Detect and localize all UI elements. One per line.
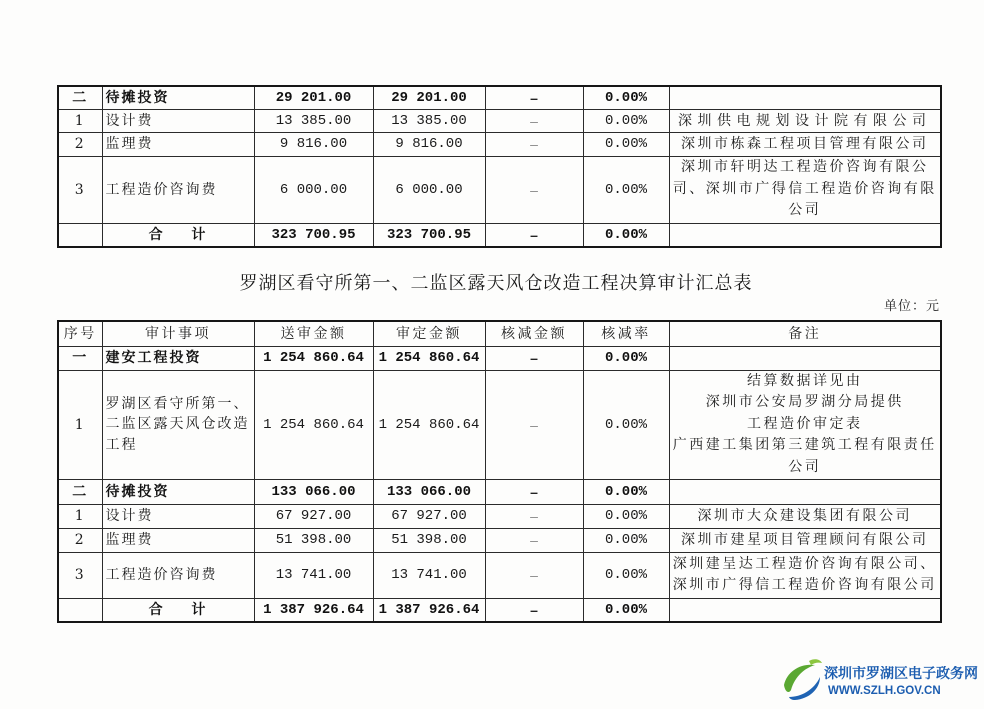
- seq-cell: 二: [58, 86, 102, 109]
- remark-line: 工程造价审定表: [747, 415, 863, 432]
- szlh-swoosh-logo-icon: [781, 657, 823, 701]
- total-label: 合 计: [102, 598, 254, 622]
- item-cell: 建安工程投资: [102, 346, 254, 370]
- total-label: 合 计: [102, 223, 254, 247]
- reduction-rate-cell: 0.00%: [583, 156, 669, 223]
- remark-cell: [669, 223, 941, 247]
- remark-cell: [669, 156, 941, 223]
- remark-line: 深圳市公安局罗湖分局提供: [705, 394, 904, 411]
- remark-cell: 深圳市建星项目管理顾问有限公司: [669, 528, 941, 552]
- submitted-amount-cell: 51 398.00: [254, 528, 373, 552]
- approved-amount-cell: 1 387 926.64: [373, 598, 485, 622]
- table-row: [58, 552, 941, 598]
- continued-audit-table: [57, 85, 942, 248]
- approved-amount-cell: 323 700.95: [373, 223, 485, 247]
- reduction-rate-cell: 0.00%: [583, 132, 669, 156]
- item-cell: 设计费: [102, 109, 254, 132]
- item-cell: 待摊投资: [102, 479, 254, 504]
- reduction-amount-cell: –: [485, 552, 583, 598]
- approved-amount-cell: 9 816.00: [373, 132, 485, 156]
- remark-line: 深圳市轩明达工程造价咨询有限公: [681, 159, 929, 176]
- submitted-amount-cell: 13 385.00: [254, 109, 373, 132]
- remark-line: 公司: [788, 202, 822, 219]
- reduction-amount-cell: –: [485, 132, 583, 156]
- remark-cell: 深圳市栋森工程项目管理有限公司: [669, 132, 941, 156]
- remark-cell: [669, 370, 941, 479]
- remark-cell: [669, 346, 941, 370]
- approved-amount-cell: 29 201.00: [373, 86, 485, 109]
- seq-cell: 二: [58, 479, 102, 504]
- remark-cell: 深圳供电规划设计院有限公司: [669, 109, 941, 132]
- seq-cell: 一: [58, 346, 102, 370]
- approved-amount-cell: 6 000.00: [373, 156, 485, 223]
- approved-amount-cell: 13 385.00: [373, 109, 485, 132]
- seq-cell: 1: [58, 109, 102, 132]
- approved-amount-cell: 67 927.00: [373, 504, 485, 528]
- reduction-rate-cell: 0.00%: [583, 370, 669, 479]
- item-cell: 工程造价咨询费: [102, 156, 254, 223]
- submitted-amount-cell: 323 700.95: [254, 223, 373, 247]
- submitted-amount-cell: 29 201.00: [254, 86, 373, 109]
- item-cell: 监理费: [102, 132, 254, 156]
- seq-cell: 2: [58, 528, 102, 552]
- total-row: [58, 223, 941, 247]
- table-row: [58, 479, 941, 504]
- remark-line: 深圳市广得信工程造价咨询有限公司: [672, 577, 937, 593]
- remark-line: 司、深圳市广得信工程造价咨询有限: [672, 180, 937, 197]
- approved-amount-cell: 133 066.00: [373, 479, 485, 504]
- remark-cell: [669, 86, 941, 109]
- reduction-amount-cell: –: [485, 223, 583, 247]
- submitted-amount-cell: 6 000.00: [254, 156, 373, 223]
- item-cell: 监理费: [102, 528, 254, 552]
- header-item: 审计事项: [102, 321, 254, 346]
- reduction-rate-cell: 0.00%: [583, 223, 669, 247]
- approved-amount-cell: 13 741.00: [373, 552, 485, 598]
- remark-cell: [669, 552, 941, 598]
- reduction-amount-cell: –: [485, 528, 583, 552]
- reduction-amount-cell: –: [485, 109, 583, 132]
- table-row: [58, 156, 941, 223]
- submitted-amount-cell: 1 254 860.64: [254, 370, 373, 479]
- header-submitted: 送审金额: [254, 321, 373, 346]
- table-row: [58, 504, 941, 528]
- remark-cell: [669, 598, 941, 622]
- remark-line: 公司: [788, 458, 822, 475]
- seq-cell: [58, 598, 102, 622]
- reduction-rate-cell: 0.00%: [583, 504, 669, 528]
- remark-line: 结算数据详见由: [747, 372, 863, 389]
- submitted-amount-cell: 67 927.00: [254, 504, 373, 528]
- reduction-rate-cell: 0.00%: [583, 86, 669, 109]
- approved-amount-cell: 1 254 860.64: [373, 370, 485, 479]
- item-cell: 设计费: [102, 504, 254, 528]
- table-row: [58, 528, 941, 552]
- seq-cell: 2: [58, 132, 102, 156]
- reduction-amount-cell: –: [485, 346, 583, 370]
- reduction-amount-cell: –: [485, 86, 583, 109]
- seq-cell: 1: [58, 370, 102, 479]
- header-rate: 核减率: [583, 321, 669, 346]
- item-cell: 待摊投资: [102, 86, 254, 109]
- seq-cell: 3: [58, 156, 102, 223]
- reduction-rate-cell: 0.00%: [583, 109, 669, 132]
- reduction-rate-cell: 0.00%: [583, 346, 669, 370]
- item-line: 工程: [105, 436, 138, 453]
- item-line: 二监区露天风仓改造: [105, 416, 250, 433]
- header-reduction: 核减金额: [485, 321, 583, 346]
- submitted-amount-cell: 133 066.00: [254, 479, 373, 504]
- approved-amount-cell: 51 398.00: [373, 528, 485, 552]
- reduction-amount-cell: –: [485, 598, 583, 622]
- item-cell: [102, 370, 254, 479]
- header-approved: 审定金额: [373, 321, 485, 346]
- approved-amount-cell: 1 254 860.64: [373, 346, 485, 370]
- reduction-amount-cell: –: [485, 156, 583, 223]
- submitted-amount-cell: 9 816.00: [254, 132, 373, 156]
- item-cell: 工程造价咨询费: [102, 552, 254, 598]
- page-title: 罗湖区看守所第一、二监区露天风仓改造工程决算审计汇总表: [239, 273, 753, 294]
- reduction-rate-cell: 0.00%: [583, 552, 669, 598]
- site-name: 深圳市罗湖区电子政务网: [824, 666, 978, 682]
- reduction-amount-cell: –: [485, 370, 583, 479]
- remark-line: 深圳建呈达工程造价咨询有限公司、: [672, 555, 937, 572]
- seq-cell: 3: [58, 552, 102, 598]
- reduction-rate-cell: 0.00%: [583, 479, 669, 504]
- reduction-rate-cell: 0.00%: [583, 528, 669, 552]
- reduction-rate-cell: 0.00%: [583, 598, 669, 622]
- header-seq: 序号: [58, 321, 102, 346]
- summary-audit-table: [57, 320, 942, 623]
- header-remark: 备注: [669, 321, 941, 346]
- table-row: [58, 86, 941, 109]
- table-row: [58, 346, 941, 370]
- total-row: [58, 598, 941, 622]
- table-row: [58, 370, 941, 479]
- table-row: [58, 109, 941, 132]
- unit-label: 单位：元: [883, 299, 940, 314]
- submitted-amount-cell: 1 254 860.64: [254, 346, 373, 370]
- submitted-amount-cell: 1 387 926.64: [254, 598, 373, 622]
- remark-cell: [669, 479, 941, 504]
- reduction-amount-cell: –: [485, 479, 583, 504]
- reduction-amount-cell: –: [485, 504, 583, 528]
- site-url: WWW.SZLH.GOV.CN: [828, 685, 941, 697]
- seq-cell: [58, 223, 102, 247]
- table-row: [58, 132, 941, 156]
- item-line: 罗湖区看守所第一、: [105, 395, 250, 412]
- table-header-row: [58, 321, 941, 346]
- remark-cell: 深圳市大众建设集团有限公司: [669, 504, 941, 528]
- seq-cell: 1: [58, 504, 102, 528]
- remark-line: 广西建工集团第三建筑工程有限责任: [672, 437, 937, 454]
- submitted-amount-cell: 13 741.00: [254, 552, 373, 598]
